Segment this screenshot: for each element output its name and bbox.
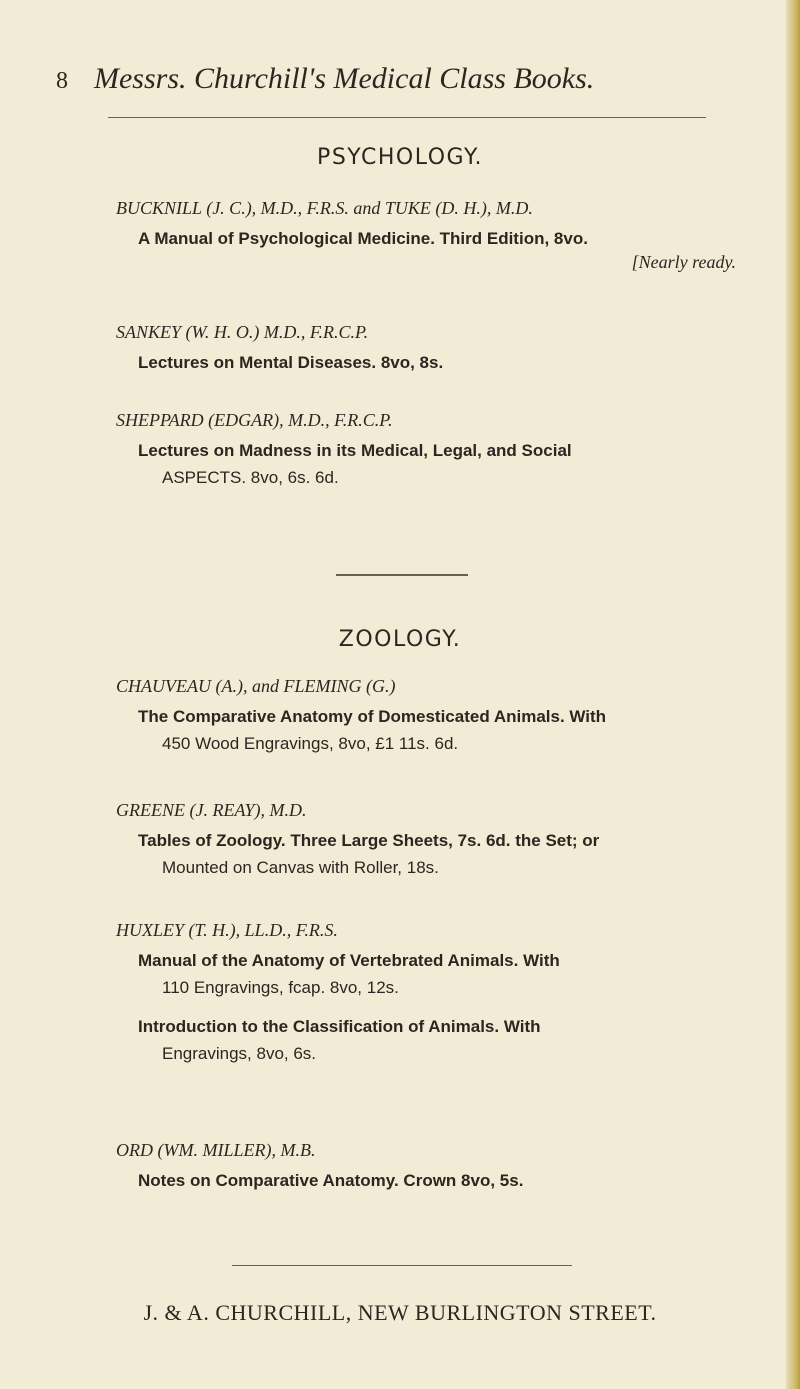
publisher-footer: J. & A. CHURCHILL, NEW BURLINGTON STREET. [143,1300,657,1325]
entry-line: A Manual of Psychological Medicine. Third Edition, 8vo. [138,229,588,248]
entry-line: Engravings, 8vo, 6s. [162,1044,317,1063]
section-heading-zoology: ZOOLOGY. [338,627,462,652]
entry-line: ASPECTS. 8vo, 6s. 6d. [162,468,339,487]
entry-huxley [116,920,736,1067]
entry-author: BUCKNILL (J. C.), M.D., F.R.S. and TUKE (D. H.), M.D. [116,198,533,218]
header-rule [108,117,706,118]
entry-line: Manual of the Anatomy of Vertebrated Animals. With [138,951,560,970]
entry-line: Tables of Zoology. Three Large Sheets, 7s. 6d. the Set; or [138,831,600,850]
entry-author: CHAUVEAU (A.), and FLEMING (G.) [116,676,396,696]
entry-sheppard [116,410,736,491]
entry-greene [116,800,736,881]
entry-line: Introduction to the Classification of Animals. With [138,1017,541,1036]
entry-author: HUXLEY (T. H.), LL.D., F.R.S. [116,920,338,940]
page-number: 8 [56,68,68,94]
entry-line: Lectures on Madness in its Medical, Legal, and Social [138,441,572,460]
running-title: Messrs. Churchill's Medical Class Books. [94,62,595,95]
running-header [56,62,756,106]
entry-line: 110 Engravings, fcap. 8vo, 12s. [162,978,399,997]
footer-rule [232,1265,572,1266]
entry-author: GREENE (J. REAY), M.D. [116,800,307,820]
entry-author: SHEPPARD (EDGAR), M.D., F.R.C.P. [116,410,393,430]
entry-note: [Nearly ready. [631,252,736,272]
entry-bucknill [116,198,736,273]
entry-line: The Comparative Anatomy of Domesticated Animals. With [138,707,607,726]
entry-line: Mounted on Canvas with Roller, 18s. [162,858,439,877]
entry-line: Notes on Comparative Anatomy. Crown 8vo, 5s. [138,1171,524,1190]
entry-sankey [116,322,736,376]
entry-author: ORD (WM. MILLER), M.B. [116,1140,316,1160]
section-divider [336,574,468,576]
entry-ord [116,1140,736,1194]
entry-line: 450 Wood Engravings, 8vo, £1 11s. 6d. [162,734,459,753]
entry-author: SANKEY (W. H. O.) M.D., F.R.C.P. [116,322,369,342]
page-edge [786,0,800,1389]
entry-chauveau [116,676,736,757]
section-heading-psychology: PSYCHOLOGY. [317,145,483,170]
entry-line: Lectures on Mental Diseases. 8vo, 8s. [138,353,444,372]
